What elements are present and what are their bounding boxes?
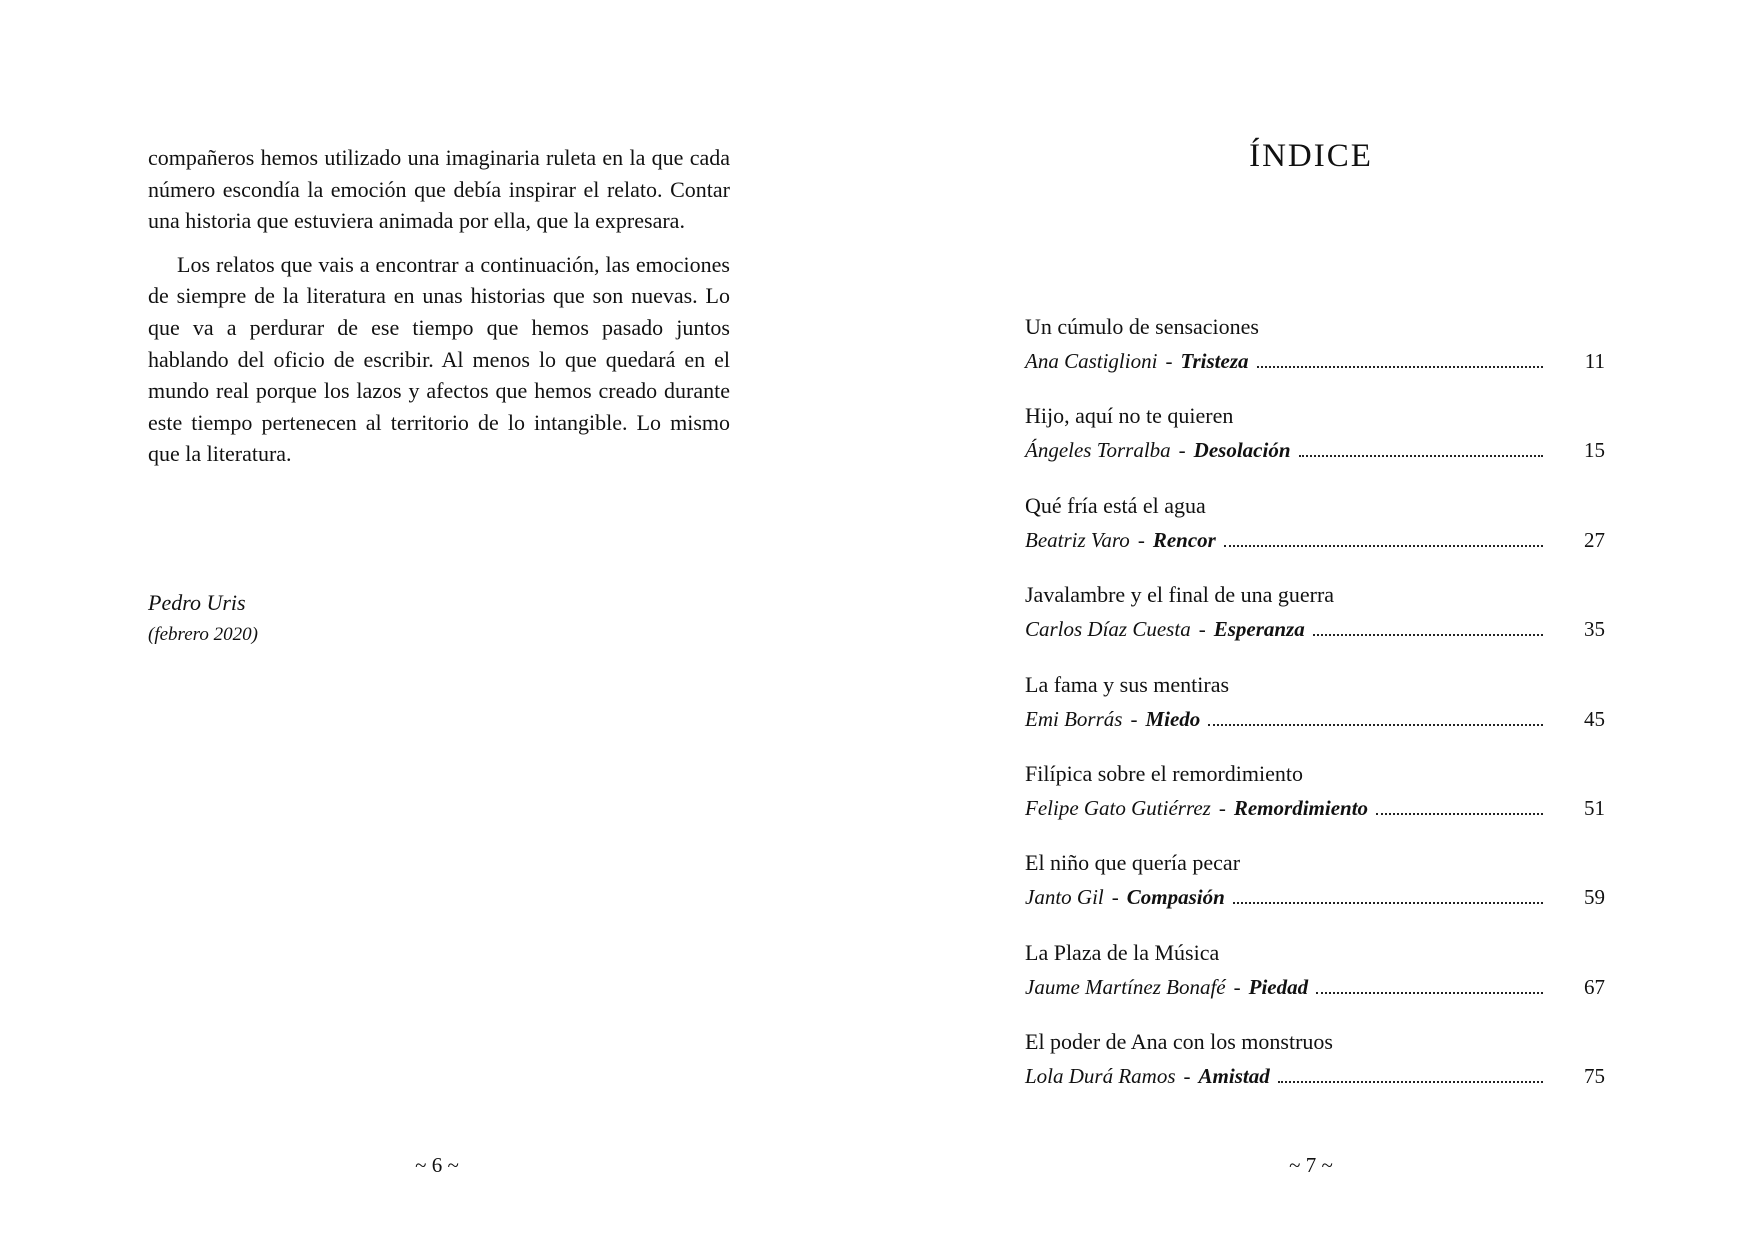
toc-page-number: 45 bbox=[1584, 706, 1605, 731]
dot-leader bbox=[1376, 813, 1543, 815]
toc-entry bbox=[1025, 671, 1605, 760]
toc-emotion: Tristeza bbox=[1180, 349, 1249, 373]
dot-leader bbox=[1257, 366, 1543, 368]
toc-separator: - bbox=[1198, 617, 1206, 642]
toc-author: Carlos Díaz Cuesta bbox=[1025, 617, 1191, 642]
toc-separator: - bbox=[1130, 706, 1138, 731]
dot-leader bbox=[1313, 634, 1543, 636]
toc-emotion: Desolación bbox=[1193, 438, 1291, 463]
toc-entry-title: El niño que quería pecar bbox=[1025, 850, 1241, 876]
toc-emotion: Miedo bbox=[1145, 706, 1201, 731]
prologue-text bbox=[148, 142, 730, 482]
toc-separator: - bbox=[1178, 438, 1186, 463]
table-of-contents bbox=[1025, 313, 1605, 1118]
index-title: ÍNDICE bbox=[1249, 138, 1373, 174]
toc-author: Ángeles Torralba bbox=[1025, 438, 1171, 463]
toc-page-number: 59 bbox=[1584, 885, 1605, 910]
toc-page-number: 27 bbox=[1584, 527, 1605, 552]
toc-byline-text bbox=[1025, 436, 1297, 464]
toc-entry-byline bbox=[1025, 705, 1605, 733]
toc-entry bbox=[1025, 849, 1605, 938]
toc-byline-text bbox=[1025, 705, 1206, 733]
toc-emotion: Piedad bbox=[1248, 974, 1309, 999]
toc-byline-text bbox=[1025, 615, 1311, 643]
toc-entry-title: Hijo, aquí no te quieren bbox=[1025, 403, 1234, 429]
dot-leader bbox=[1224, 545, 1543, 547]
toc-entry-byline bbox=[1025, 436, 1605, 464]
toc-author: Lola Durá Ramos bbox=[1025, 1064, 1176, 1089]
dot-leader bbox=[1208, 724, 1543, 726]
toc-entry-title: La Plaza de la Música bbox=[1025, 939, 1220, 965]
dot-leader bbox=[1299, 455, 1543, 457]
toc-entry-byline bbox=[1025, 973, 1605, 1001]
toc-entry-byline bbox=[1025, 526, 1605, 554]
toc-emotion: Compasión bbox=[1126, 885, 1225, 910]
toc-entry bbox=[1025, 313, 1605, 402]
toc-entry bbox=[1025, 492, 1605, 581]
toc-separator: - bbox=[1165, 349, 1173, 373]
page-number: ~ 6 ~ bbox=[415, 1153, 459, 1177]
toc-byline-text bbox=[1025, 1062, 1276, 1090]
toc-entry-byline bbox=[1025, 794, 1605, 822]
toc-entry-title: Filípica sobre el remordimiento bbox=[1025, 760, 1303, 786]
toc-page-number: 67 bbox=[1584, 974, 1605, 999]
toc-entry bbox=[1025, 939, 1605, 1028]
dot-leader bbox=[1316, 992, 1543, 994]
paragraph: compañeros hemos utilizado una imaginaria ruleta en la que cada número escondía la emoción que debía inspirar el relato. Contar una historia que estuviera animada por ella, que la expresara. bbox=[148, 145, 730, 234]
toc-entry-byline bbox=[1025, 1062, 1605, 1090]
toc-page-number: 75 bbox=[1584, 1064, 1605, 1089]
toc-byline-text bbox=[1025, 526, 1222, 554]
paragraph: Los relatos que vais a encontrar a continuación, las emociones de siempre de la literatura en unas historias que son nuevas. Lo que va a perdurar de ese tiempo que hemos pasado juntos hablando del oficio de escribir. Al menos lo que quedará en el mundo real porque los lazos y afectos que hemos creado durante este tiempo pertenecen al territorio de lo intangible. Lo mismo que la literatura. bbox=[148, 251, 730, 467]
page-number: ~ 7 ~ bbox=[1289, 1153, 1333, 1177]
toc-author: Ana Castiglioni bbox=[1025, 349, 1158, 373]
toc-emotion: Esperanza bbox=[1213, 617, 1305, 642]
toc-author: Beatriz Varo bbox=[1025, 527, 1130, 552]
toc-emotion: Amistad bbox=[1198, 1064, 1270, 1089]
toc-author: Jaume Martínez Bonafé bbox=[1025, 974, 1226, 999]
toc-byline-text bbox=[1025, 794, 1374, 822]
signature bbox=[148, 587, 258, 651]
toc-page-number: 15 bbox=[1584, 438, 1605, 463]
toc-entry bbox=[1025, 581, 1605, 670]
toc-entry-title: Javalambre y el final de una guerra bbox=[1025, 582, 1335, 608]
toc-page-number: 51 bbox=[1584, 795, 1605, 820]
toc-entry-title: Un cúmulo de sensaciones bbox=[1025, 314, 1259, 339]
toc-separator: - bbox=[1137, 527, 1145, 552]
toc-entry-byline bbox=[1025, 883, 1605, 911]
toc-byline-text bbox=[1025, 883, 1231, 911]
toc-separator: - bbox=[1233, 974, 1241, 999]
toc-entry bbox=[1025, 402, 1605, 491]
toc-entry-byline bbox=[1025, 615, 1605, 643]
toc-byline-text bbox=[1025, 347, 1255, 375]
dot-leader bbox=[1278, 1081, 1543, 1083]
toc-byline-text bbox=[1025, 973, 1314, 1001]
right-page bbox=[874, 0, 1748, 1240]
toc-emotion: Rencor bbox=[1152, 527, 1216, 552]
signature-name: Pedro Uris bbox=[148, 590, 246, 615]
toc-author: Felipe Gato Gutiérrez bbox=[1025, 795, 1211, 820]
toc-author: Emi Borrás bbox=[1025, 706, 1123, 731]
toc-page-number: 11 bbox=[1584, 349, 1605, 373]
toc-entry-title: El poder de Ana con los monstruos bbox=[1025, 1029, 1333, 1055]
toc-entry-title: La fama y sus mentiras bbox=[1025, 671, 1230, 697]
toc-entry-byline bbox=[1025, 347, 1605, 375]
signature-date: (febrero 2020) bbox=[148, 624, 258, 645]
dot-leader bbox=[1233, 902, 1543, 904]
toc-separator: - bbox=[1218, 795, 1226, 820]
toc-entry bbox=[1025, 760, 1605, 849]
toc-entry-title: Qué fría está el agua bbox=[1025, 492, 1206, 518]
toc-emotion: Remordimiento bbox=[1233, 795, 1369, 820]
toc-author: Janto Gil bbox=[1025, 885, 1104, 910]
toc-separator: - bbox=[1183, 1064, 1191, 1089]
toc-separator: - bbox=[1111, 885, 1119, 910]
toc-entry bbox=[1025, 1028, 1605, 1117]
toc-page-number: 35 bbox=[1584, 617, 1605, 642]
